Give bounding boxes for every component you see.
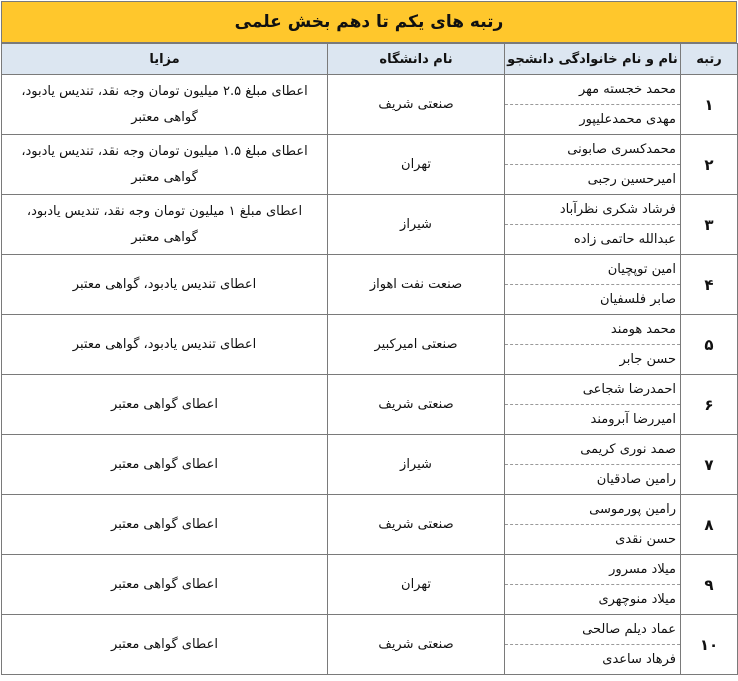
table-row — [2, 555, 738, 615]
benefits-cell: اعطای مبلغ ۱.۵ میلیون تومان وجه نقد، تندیس یادبود، گواهی معتبر — [2, 135, 328, 195]
table-row — [2, 435, 738, 495]
ranking-sheet — [1, 1, 737, 675]
university-cell: شیراز — [328, 195, 505, 255]
university-cell: صنعتی شریف — [328, 495, 505, 555]
student-name: محمد هومند — [505, 315, 680, 345]
university-cell: تهران — [328, 555, 505, 615]
table-row — [2, 255, 738, 315]
university-cell: صنعتی شریف — [328, 375, 505, 435]
names-cell — [505, 75, 681, 135]
student-name: امیرحسین رجبی — [587, 172, 676, 187]
header-benefits: مزایا — [2, 44, 328, 75]
header-row — [2, 44, 738, 75]
names-cell — [505, 495, 681, 555]
student-name: احمدرضا شجاعی — [505, 375, 680, 405]
names-cell — [505, 255, 681, 315]
benefits-cell: اعطای گواهی معتبر — [2, 375, 328, 435]
student-name: امین توپچیان — [505, 255, 680, 285]
benefits-cell: اعطای گواهی معتبر — [2, 435, 328, 495]
student-name: میلاد منوچهری — [598, 592, 676, 607]
names-cell — [505, 615, 681, 675]
student-name: میلاد مسرور — [505, 555, 680, 585]
benefits-cell: اعطای مبلغ ۲.۵ میلیون تومان وجه نقد، تندیس یادبود، گواهی معتبر — [2, 75, 328, 135]
names-cell — [505, 195, 681, 255]
table-row — [2, 615, 738, 675]
student-name: محمدکسری صابونی — [505, 135, 680, 165]
rank-cell: ۱۰ — [681, 615, 738, 675]
rank-cell: ۸ — [681, 495, 738, 555]
table-row — [2, 315, 738, 375]
student-name: رامین پورموسی — [505, 495, 680, 525]
table-row — [2, 135, 738, 195]
benefits-cell: اعطای گواهی معتبر — [2, 555, 328, 615]
names-cell — [505, 555, 681, 615]
student-name: مهدی محمدعلیپور — [579, 112, 676, 127]
benefits-cell: اعطای مبلغ ۱ میلیون تومان وجه نقد، تندیس یادبود، گواهی معتبر — [2, 195, 328, 255]
student-name: رامین صادقیان — [596, 472, 676, 487]
student-name: عبدالله حاتمی زاده — [573, 232, 676, 247]
rank-cell: ۳ — [681, 195, 738, 255]
names-cell — [505, 315, 681, 375]
benefits-cell: اعطای گواهی معتبر — [2, 615, 328, 675]
table-row — [2, 375, 738, 435]
university-cell: تهران — [328, 135, 505, 195]
benefits-cell: اعطای تندیس یادبود، گواهی معتبر — [2, 255, 328, 315]
header-names: نام و نام خانوادگی دانشجو — [505, 44, 681, 75]
university-cell: شیراز — [328, 435, 505, 495]
student-name: محمد خجسته مهر — [505, 75, 680, 105]
student-name: صابر فلسفیان — [599, 292, 676, 307]
university-cell: صنعتی امیرکبیر — [328, 315, 505, 375]
table-row — [2, 495, 738, 555]
student-name: صمد نوری کریمی — [505, 435, 680, 465]
student-name: عماد دیلم صالحی — [505, 615, 680, 645]
student-name: فرشاد شکری نظرآباد — [505, 195, 680, 225]
student-name: حسن جابر — [619, 352, 676, 367]
names-cell — [505, 135, 681, 195]
benefits-cell: اعطای گواهی معتبر — [2, 495, 328, 555]
student-name: فرهاد ساعدی — [602, 652, 676, 667]
rank-cell: ۴ — [681, 255, 738, 315]
rank-cell: ۹ — [681, 555, 738, 615]
student-name: حسن نقدی — [615, 532, 676, 547]
table-row — [2, 75, 738, 135]
rank-cell: ۷ — [681, 435, 738, 495]
benefits-cell: اعطای تندیس یادبود، گواهی معتبر — [2, 315, 328, 375]
ranking-table — [1, 43, 738, 675]
table-row — [2, 195, 738, 255]
names-cell — [505, 435, 681, 495]
header-university: نام دانشگاه — [328, 44, 505, 75]
rank-cell: ۶ — [681, 375, 738, 435]
names-cell — [505, 375, 681, 435]
rank-cell: ۵ — [681, 315, 738, 375]
rank-cell: ۲ — [681, 135, 738, 195]
header-rank: رتبه — [681, 44, 738, 75]
rank-cell: ۱ — [681, 75, 738, 135]
student-name: امیررضا آبرومند — [590, 412, 676, 427]
university-cell: صنعتی شریف — [328, 75, 505, 135]
university-cell: صنعتی شریف — [328, 615, 505, 675]
university-cell: صنعت نفت اهواز — [328, 255, 505, 315]
table-title: رتبه های یکم تا دهم بخش علمی — [1, 1, 737, 43]
